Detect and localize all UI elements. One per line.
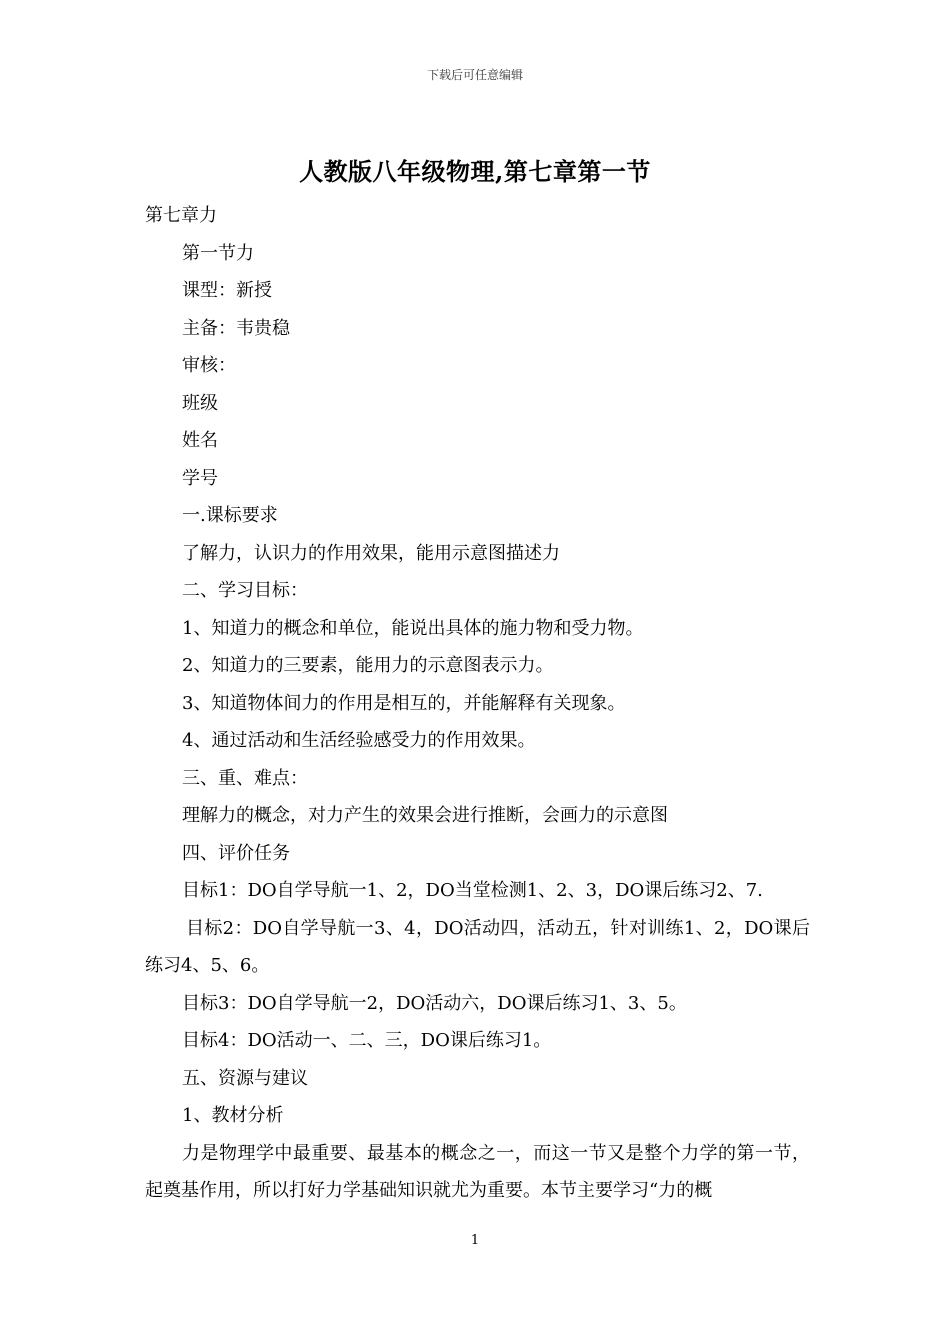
assessment-item: 目标4：DO活动一、二、三，DO课后练习1。 bbox=[182, 1030, 552, 1051]
class-field: 班级 bbox=[182, 392, 218, 414]
objective-item: 1、知道力的概念和单位，能说出具体的施力物和受力物。 bbox=[182, 617, 644, 639]
chapter-heading: 第七章力 bbox=[145, 205, 217, 226]
assessment-heading: 四、评价任务 bbox=[182, 842, 290, 864]
lesson-type: 课型：新授 bbox=[182, 280, 272, 301]
section-heading: 第一节力 bbox=[182, 242, 254, 264]
curriculum-text: 了解力，认识力的作用效果，能用示意图描述力 bbox=[182, 542, 560, 564]
objective-item: 3、知道物体间力的作用是相互的，并能解释有关现象。 bbox=[182, 692, 626, 714]
key-points-heading: 三、重、难点： bbox=[182, 767, 308, 789]
objectives-heading: 二、学习目标： bbox=[182, 580, 308, 601]
key-points-text: 理解力的概念，对力产生的效果会进行推断，会画力的示意图 bbox=[182, 805, 668, 826]
student-number-field: 学号 bbox=[182, 467, 218, 489]
header-note: 下载后可任意编辑 bbox=[426, 68, 523, 82]
assessment-item: 目标3：DO自学导航一2，DO活动六，DO课后练习1、3、5。 bbox=[182, 992, 687, 1014]
textbook-analysis-heading: 1、教材分析 bbox=[182, 1105, 284, 1126]
assessment-item: 目标1：DO自学导航一1、2，DO当堂检测1、2、3，DO课后练习2、7. bbox=[182, 880, 763, 901]
lesson-reviewer: 审核： bbox=[182, 355, 236, 376]
resources-heading: 五、资源与建议 bbox=[182, 1067, 308, 1089]
name-field: 姓名 bbox=[182, 430, 218, 451]
curriculum-heading: 一.课标要求 bbox=[182, 505, 278, 526]
document-title: 人教版八年级物理,第七章第一节 bbox=[299, 157, 651, 186]
document-body bbox=[145, 197, 810, 1210]
textbook-analysis-paragraph: 力是物理学中最重要、最基本的概念之一，而这一节又是整个力学的第一节，起奠基作用，所以打好力学基础知识就尤为重要。本节主要学习“力的概 bbox=[145, 1142, 810, 1201]
page-number: 1 bbox=[470, 1233, 480, 1248]
objective-item: 2、知道力的三要素，能用力的示意图表示力。 bbox=[182, 655, 554, 676]
lesson-preparer: 主备：韦贵稳 bbox=[182, 317, 290, 339]
objective-item: 4、通过活动和生活经验感受力的作用效果。 bbox=[182, 730, 536, 751]
assessment-item: 目标2：DO自学导航一3、4，DO活动四，活动五，针对训练1、2，DO课后练习4、5、6。 bbox=[145, 917, 810, 976]
